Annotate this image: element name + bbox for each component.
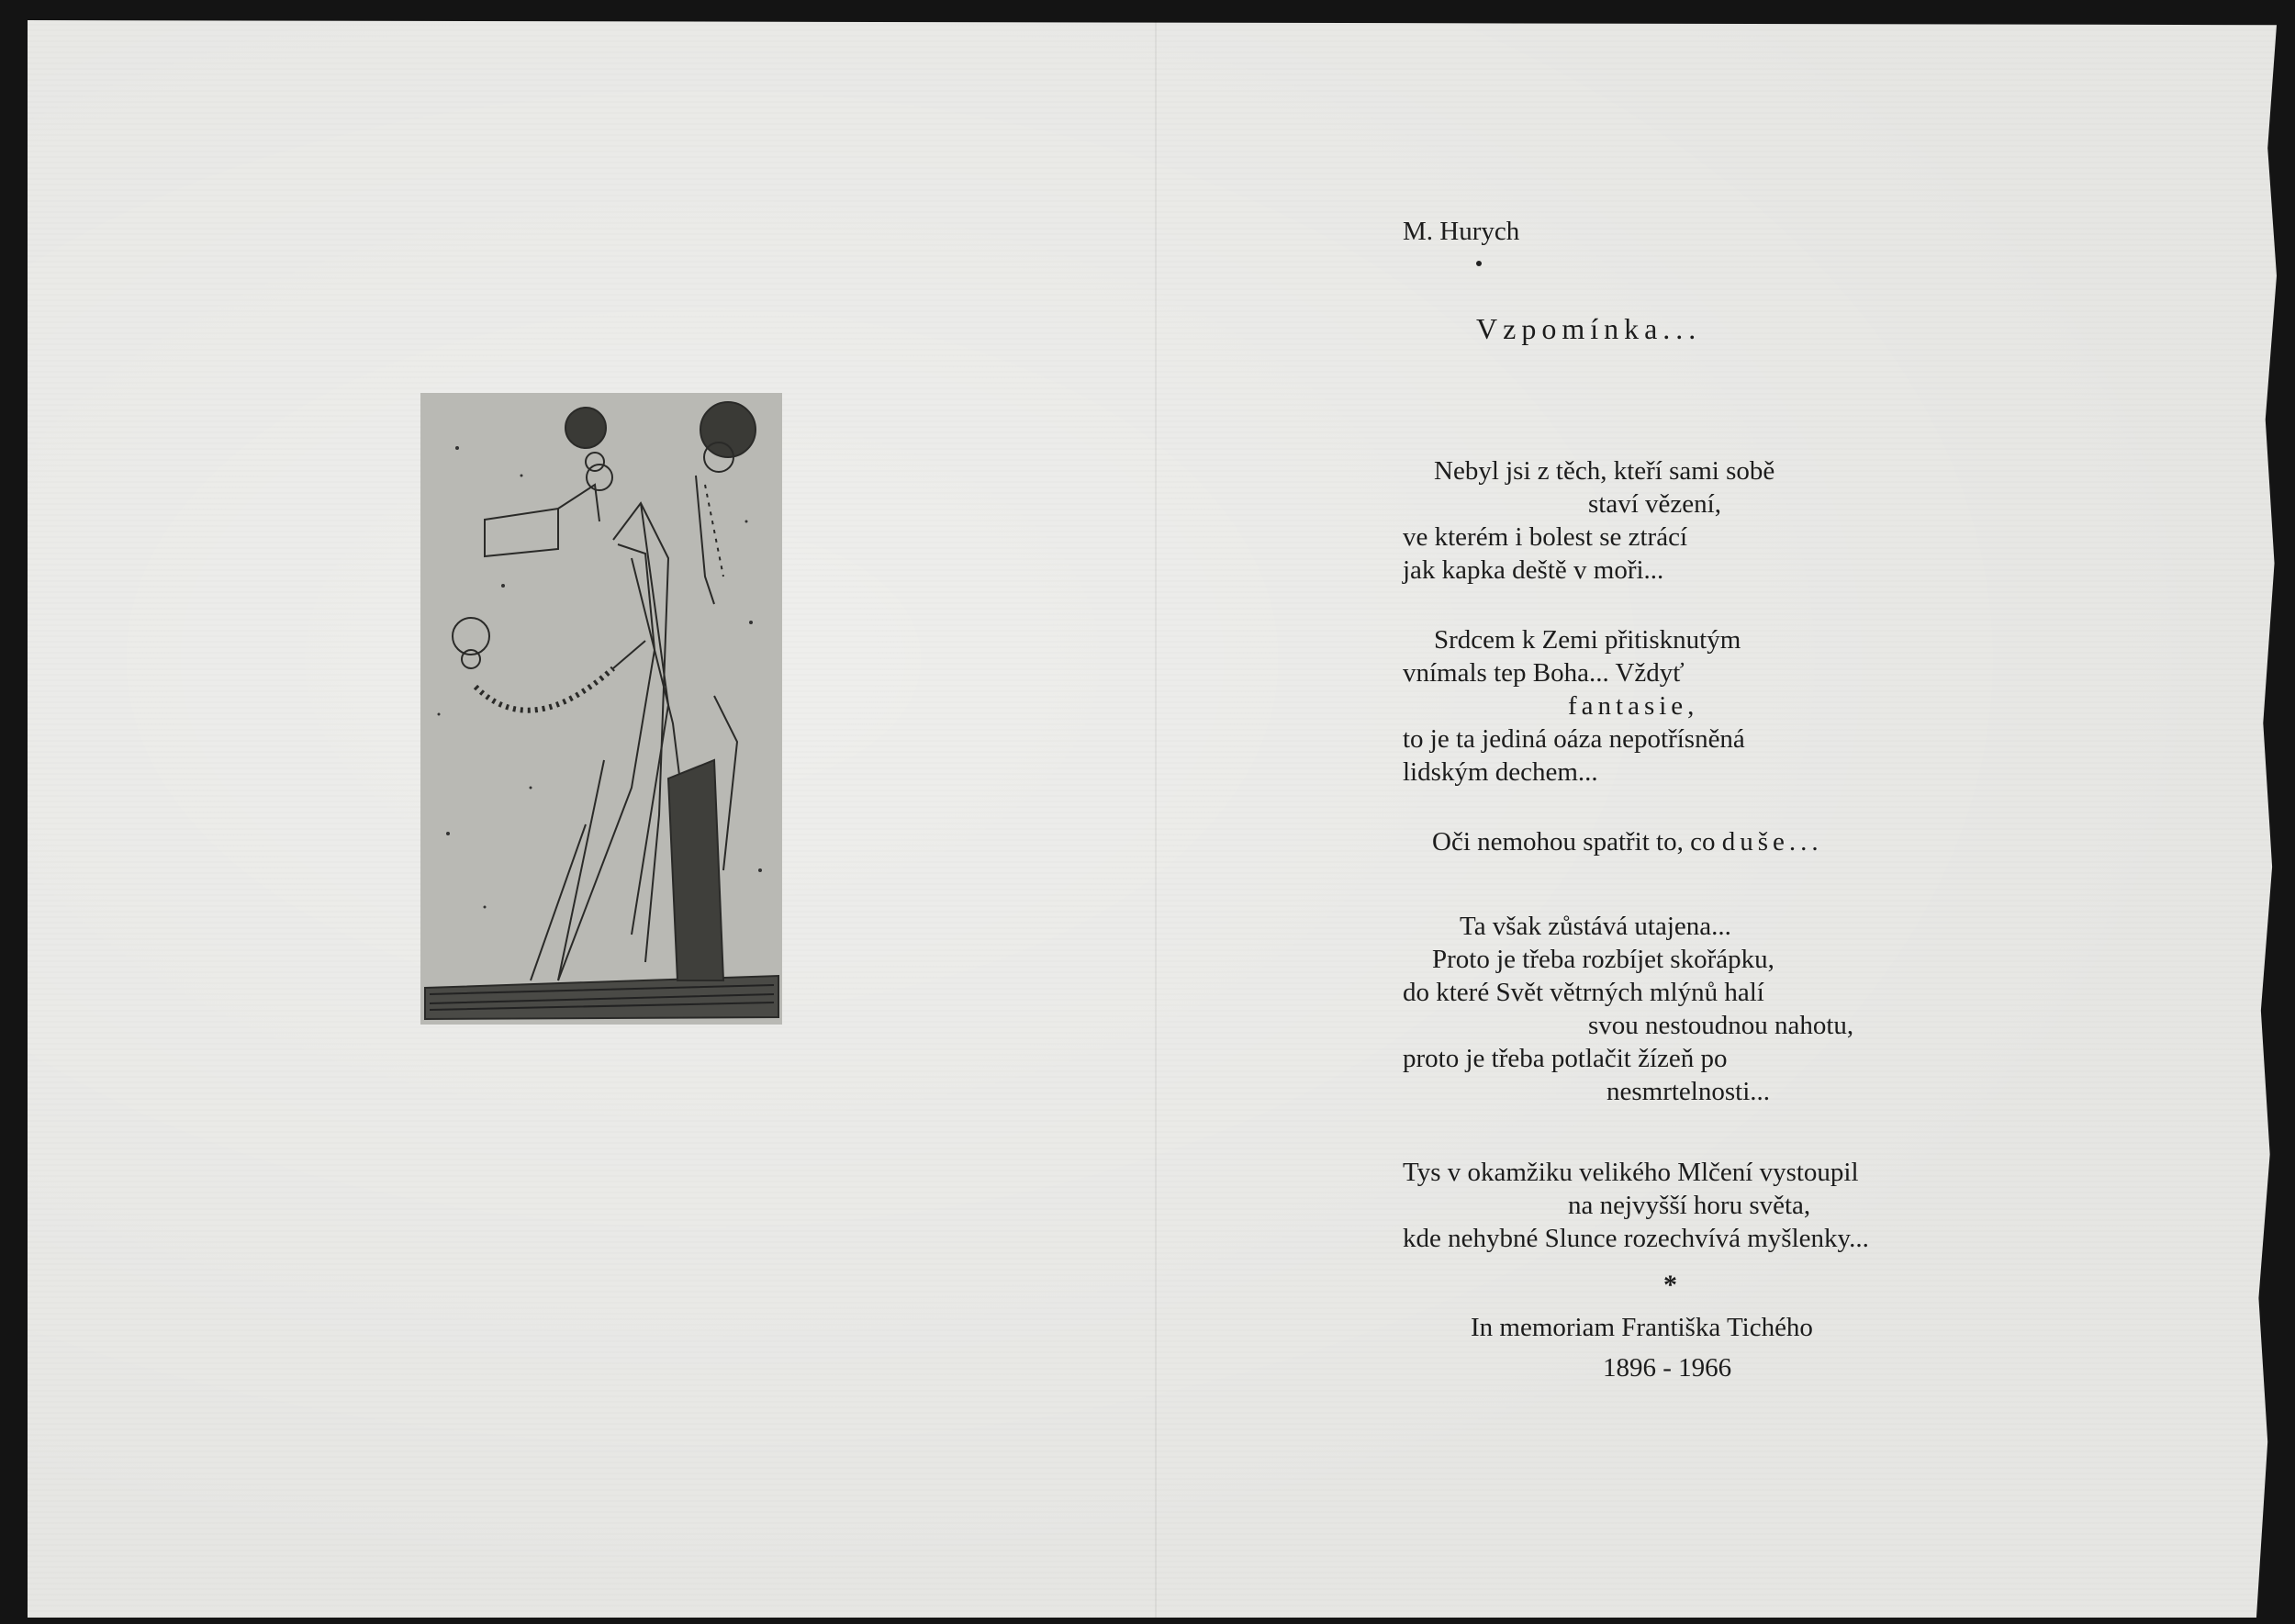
- poem-line: kde nehybné Slunce rozechvívá myšlenky...: [1403, 1224, 1869, 1253]
- poem-line: Proto je třeba rozbíjet skořápku,: [1432, 945, 1774, 974]
- poem-line: Tys v okamžiku velikého Mlčení vystoupil: [1403, 1158, 1859, 1187]
- poem-title: Vzpomínka...: [1476, 312, 1702, 345]
- poem-line: Nebyl jsi z těch, kteří sami sobě: [1434, 456, 1775, 486]
- etching-illustration: [420, 393, 782, 1025]
- poem-line: fantasie,: [1568, 691, 1699, 721]
- poem-line: to je ta jediná oáza nepotřísněná: [1403, 724, 1745, 754]
- poem-line: Ta však zůstává utajena...: [1460, 912, 1731, 941]
- separator-asterisk: *: [1663, 1270, 1677, 1300]
- poem-line-emphasis: duše...: [1721, 827, 1823, 857]
- poem-line: nesmrtelnosti...: [1606, 1077, 1771, 1106]
- poem-line: lidským dechem...: [1403, 757, 1598, 787]
- poem-line: staví vězení,: [1588, 489, 1721, 519]
- author-name: M. Hurych: [1403, 217, 1520, 246]
- poem-line: vnímals tep Boha... Vždyť: [1403, 658, 1685, 688]
- years: 1896 - 1966: [1603, 1353, 1732, 1383]
- poem-line: Srdcem k Zemi přitisknutým: [1434, 625, 1741, 655]
- poem-line-part: Oči nemohou spatřit to, co: [1432, 827, 1716, 857]
- dedication: In memoriam Františka Tichého: [1471, 1313, 1813, 1342]
- center-fold: [1155, 20, 1157, 1618]
- bullet-dot: [1476, 261, 1482, 266]
- poem-line: na nejvyšší horu světa,: [1568, 1191, 1811, 1220]
- poem-line: jak kapka deště v moři...: [1403, 555, 1664, 585]
- paper-sheet: [28, 20, 2277, 1618]
- poem-line: do které Svět větrných mlýnů halí: [1403, 978, 1764, 1007]
- poem-line: svou nestoudnou nahotu,: [1588, 1011, 1854, 1040]
- poem-line: proto je třeba potlačit žízeň po: [1403, 1044, 1728, 1073]
- poem-line: ve kterém i bolest se ztrácí: [1403, 522, 1688, 552]
- poem-line: [1432, 826, 1823, 857]
